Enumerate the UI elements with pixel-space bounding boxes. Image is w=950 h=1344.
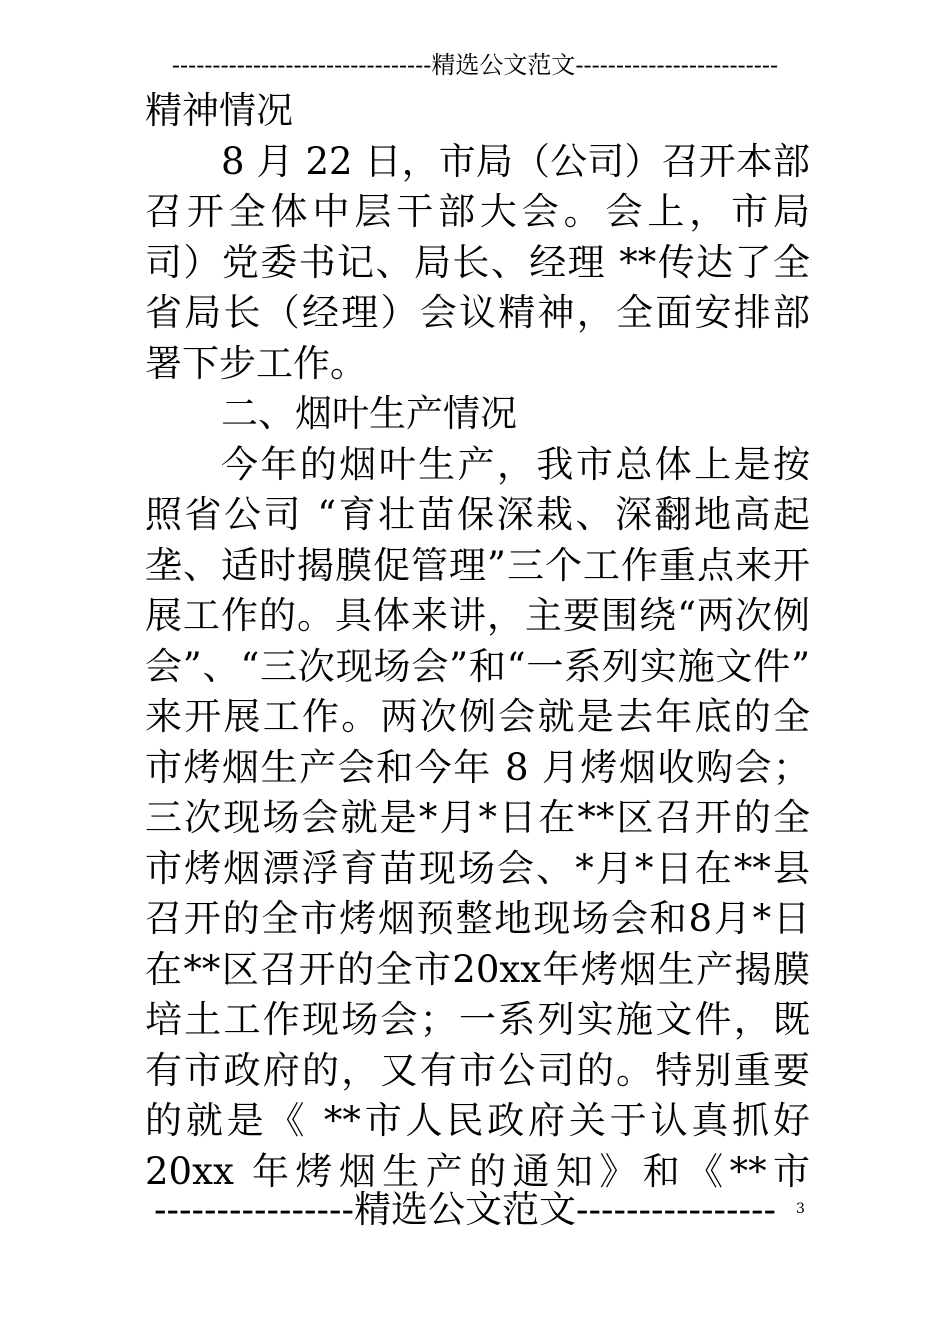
text-line: 召开全体中层干部大会。会上，市局	[145, 190, 810, 233]
text-line: 省局长（经理）会议精神，全面安排部	[145, 291, 810, 334]
page-number: 3	[796, 1201, 805, 1217]
section-heading: 二、烟叶生产情况	[221, 392, 517, 435]
text-line: 三次现场会就是*月*日在**区召开的全	[145, 796, 810, 839]
text-line: 培土工作现场会；一系列实施文件，既	[145, 998, 810, 1041]
text-line: 司）党委书记、局长、经理 **传达了全	[145, 240, 810, 284]
page-header: --------------------------------精选公文范文-------------------------	[171, 51, 779, 79]
text-line: 今年的烟叶生产，我市总体上是按	[221, 442, 810, 486]
text-line: 市烤烟漂浮育苗现场会、*月*日在**县	[145, 846, 810, 890]
text-line: 在**区召开的全市20xx年烤烟生产揭膜	[145, 947, 810, 991]
text-line: 署下步工作。	[145, 341, 367, 385]
text-line: 会”、“三次现场会”和“一系列实施文件”	[145, 644, 810, 688]
text-line: 20xx 年烤烟生产的通知》和《**市	[145, 1149, 810, 1193]
page-footer: ----------------精选公文范文----------------	[153, 1188, 777, 1231]
text-line: 精神情况	[145, 89, 293, 132]
text-line: 有市政府的，又有市公司的。特别重要	[145, 1048, 810, 1092]
text-line: 8 月 22 日，市局（公司）召开本部	[221, 139, 810, 183]
text-line: 市烤烟生产会和今年 8 月烤烟收购会；	[145, 745, 810, 789]
document-body	[145, 86, 810, 1197]
text-line: 展工作的。具体来讲，主要围绕“两次例	[145, 594, 810, 637]
text-line: 来开展工作。两次例会就是去年底的全	[145, 695, 810, 738]
text-line: 垄、适时揭膜促管理”三个工作重点来开	[145, 543, 810, 587]
text-line: 召开的全市烤烟预整地现场会和8月*日	[145, 897, 810, 940]
text-line: 的就是《 **市人民政府关于认真抓好	[145, 1099, 810, 1142]
text-line: 照省公司 “育壮苗保深栽、深翻地高起	[145, 493, 810, 536]
